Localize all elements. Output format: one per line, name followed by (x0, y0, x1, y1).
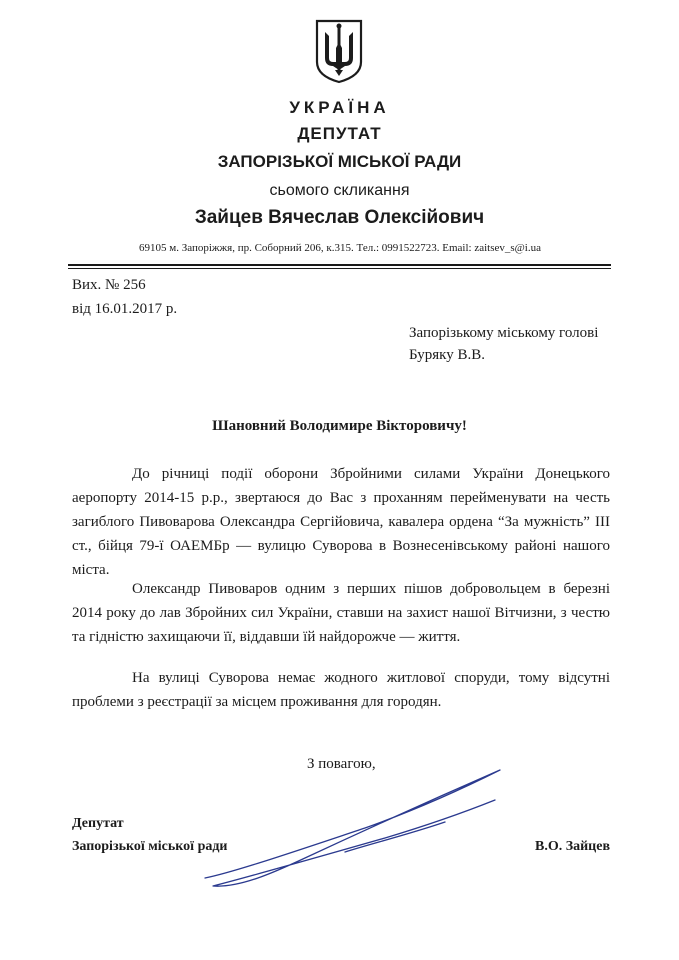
addressee-name: Буряку В.В. (409, 347, 485, 363)
body-paragraph-3: На вулиці Суворова немає жодного житлової споруди, тому відсутні проблеми з реєстрації за місцем проживання для городян. (72, 670, 610, 710)
body-paragraph-1: До річниці події оборони Збройними силами України Донецького аеропорту 2014-15 р.р., звертаюся до Вас з проханням перейменувати на честь загиблого Пивоварова Олександра Сергійовича, кавалера ордена “За мужність” III ст., бійця 79-ї ОАЕМБр — вулицю Суворова в Вознесенівському районі нашого міста. (72, 466, 610, 578)
handwritten-signature (195, 760, 520, 895)
salutation: Шановний Володимире Вікторовичу! (212, 418, 467, 434)
header-council: ЗАПОРІЗЬКОЇ МІСЬКОЇ РАДИ (217, 152, 462, 171)
header-divider-thin (68, 268, 611, 269)
trident-emblem-icon (313, 18, 365, 84)
closing-regards: З повагою, (307, 756, 376, 772)
header-title: ДЕПУТАТ (297, 124, 382, 143)
signer-role-line-2: Запорізької міської ради (72, 839, 228, 854)
letter-date: від 16.01.2017 р. (72, 301, 178, 317)
body-paragraph-2: Олександр Пивоваров одним з перших пішов добровольцем в березні 2014 року до лав Збройних сил України, ставши на захист нашої Вітчизни, з честю та гідністю захищаючи її, віддавши їй найдорожче — життя. (72, 581, 610, 645)
header-deputy-name: Зайцев Вячеслав Олексійович (194, 207, 485, 228)
header-country: УКРАЇНА (289, 98, 390, 117)
header-contact-address: 69105 м. Запоріжжя, пр. Соборний 206, к.315. Тел.: 0991522723. Email: zaitsev_s@i.ua (139, 242, 541, 254)
outgoing-number: Вих. № 256 (72, 277, 146, 293)
header-divider-thick (68, 264, 611, 266)
signer-name: В.О. Зайцев (535, 839, 611, 854)
signer-role-line-1: Депутат (72, 816, 124, 831)
addressee-title: Запорізькому міському голові (409, 325, 599, 341)
header-convocation: сьомого скликання (269, 182, 410, 199)
